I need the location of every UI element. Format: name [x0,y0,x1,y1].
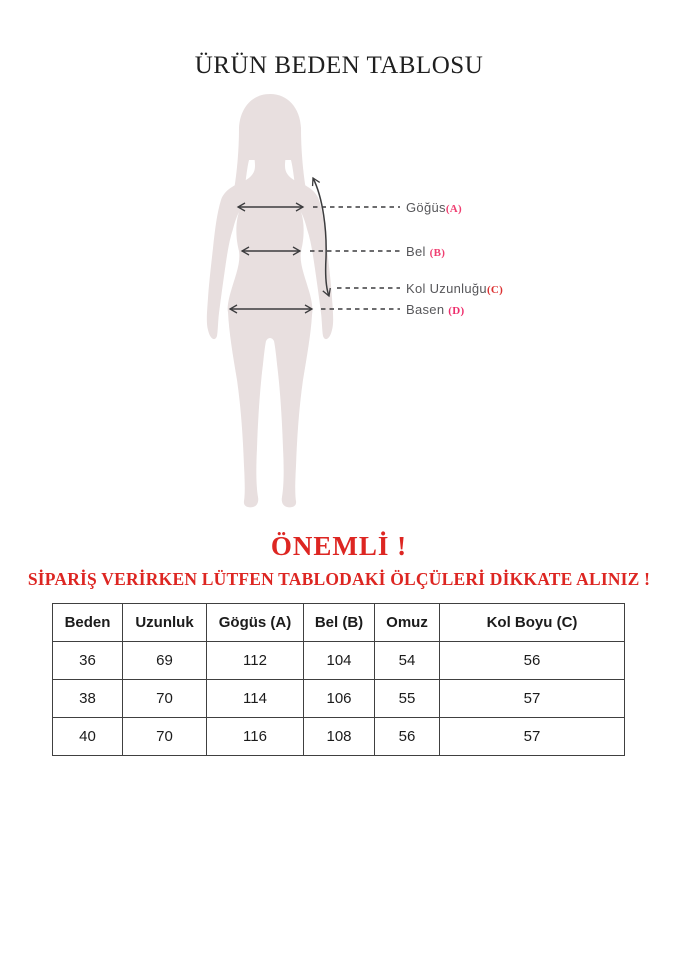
cell-gogus: 112 [207,642,304,680]
order-warning-text: SİPARİŞ VERİRKEN LÜTFEN TABLODAKİ ÖLÇÜLERİ DİKKATE ALINIZ ! [27,569,651,589]
cell-kol: 57 [440,680,625,718]
cell-beden: 38 [53,680,123,718]
table-row [53,642,625,680]
size-table-header-row [53,604,625,642]
cell-omuz: 54 [375,642,440,680]
waist-letter: (B) [429,247,446,259]
cell-uzunluk: 70 [123,680,207,718]
hip-label [406,302,464,318]
arm-length-letter: (C) [486,284,504,296]
hip-label-text: Basen [406,302,445,317]
cell-beden: 40 [53,718,123,756]
cell-omuz: 55 [375,680,440,718]
size-table [52,603,625,756]
hip-letter: (D) [448,305,465,317]
arm-length-label-text: Kol Uzunluğu [406,281,487,296]
body-measurement-diagram [150,90,530,510]
cell-uzunluk: 69 [123,642,207,680]
header-gogus: Gögüs (A) [207,604,304,642]
female-silhouette [207,100,333,507]
cell-uzunluk: 70 [123,718,207,756]
cell-gogus: 114 [207,680,304,718]
cell-omuz: 56 [375,718,440,756]
bust-label-text: Göğüs [406,200,446,215]
important-heading: ÖNEMLİ ! [270,531,408,561]
cell-kol: 57 [440,718,625,756]
table-row [53,718,625,756]
waist-label [406,244,445,260]
cell-gogus: 116 [207,718,304,756]
waist-label-text: Bel [406,244,426,259]
bust-label [406,200,462,216]
table-row [53,680,625,718]
cell-bel: 108 [304,718,375,756]
header-uzunluk: Uzunluk [123,604,207,642]
header-bel: Bel (B) [304,604,375,642]
cell-beden: 36 [53,642,123,680]
header-beden: Beden [53,604,123,642]
header-kol-boyu: Kol Boyu (C) [440,604,625,642]
bust-letter: (A) [445,203,462,215]
cell-bel: 104 [304,642,375,680]
arm-length-label [406,281,503,297]
cell-bel: 106 [304,680,375,718]
page-title: ÜRÜN BEDEN TABLOSU [194,52,484,79]
cell-kol: 56 [440,642,625,680]
header-omuz: Omuz [375,604,440,642]
